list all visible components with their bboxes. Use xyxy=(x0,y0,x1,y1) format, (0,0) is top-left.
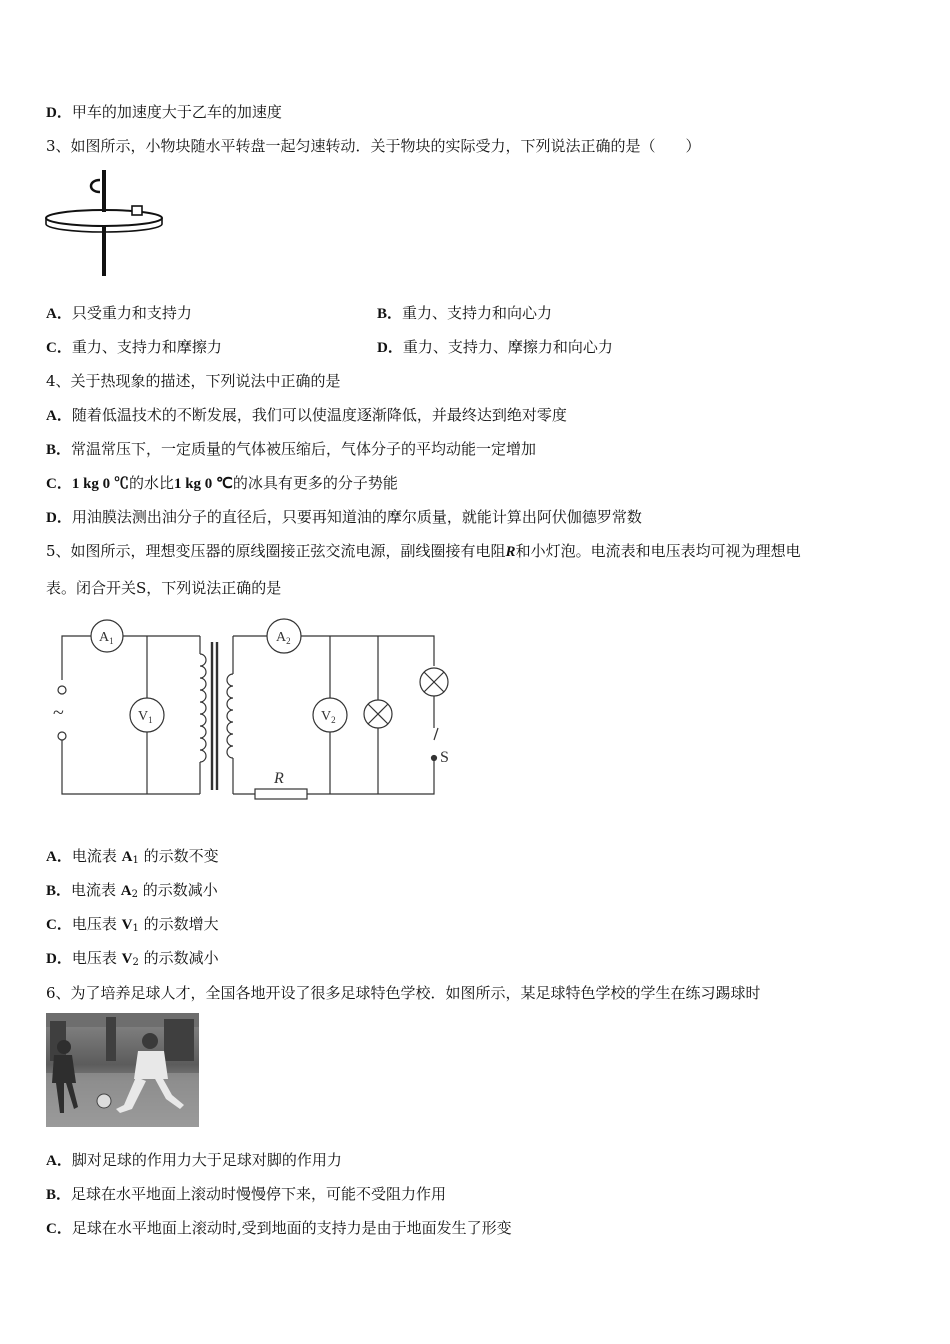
meter-subscript: 2 xyxy=(131,889,139,900)
option-label: B． xyxy=(46,883,72,899)
q5-stem-line2: 表。闭合开关S，下列说法正确的是 xyxy=(46,579,282,597)
option-label: B． xyxy=(46,1187,72,1203)
q4-stem: 4、关于热现象的描述，下列说法中正确的是 xyxy=(46,372,341,390)
option-label: D． xyxy=(46,105,72,121)
q5-stem-line1 xyxy=(46,541,801,562)
q4-option-a xyxy=(46,405,567,426)
option-label: D． xyxy=(46,510,72,526)
option-text: 电流表 xyxy=(71,881,121,899)
option-text: 电压表 xyxy=(71,949,122,967)
option-text: 的示数减小 xyxy=(138,949,219,967)
option-text: 用油膜法测出油分子的直径后，只要再知道油的摩尔质量，就能计算出阿伏伽德罗常数 xyxy=(71,508,642,526)
q4-option-d xyxy=(46,507,642,528)
resistor-label: R xyxy=(274,770,284,787)
option-label: C． xyxy=(46,917,72,933)
option-text: 足球在水平地面上滚动时慢慢停下来，可能不受阻力作用 xyxy=(71,1185,447,1203)
meter-symbol: A xyxy=(121,849,133,865)
soccer-photo xyxy=(46,1013,199,1127)
transformer-circuit xyxy=(50,618,460,804)
option-text: 常温常压下，一定质量的气体被压缩后，气体分子的平均动能一定增加 xyxy=(71,440,537,458)
option-label: C． xyxy=(46,1221,72,1237)
option-text: 脚对足球的作用力大于足球对脚的作用力 xyxy=(71,1151,342,1169)
option-label: A． xyxy=(46,849,72,865)
option-text: 的示数不变 xyxy=(138,847,219,865)
q3-option-c xyxy=(46,337,222,358)
option-text: 电压表 xyxy=(71,915,122,933)
option-text: 的水比 xyxy=(128,474,174,492)
option-text: 甲车的加速度大于乙车的加速度 xyxy=(71,103,282,121)
meter-subscript: 1 xyxy=(132,923,139,934)
q5-option-d xyxy=(46,948,219,969)
option-text: 重力、支持力和摩擦力 xyxy=(71,338,222,356)
resistor-symbol: R xyxy=(505,544,516,560)
option-label: A． xyxy=(46,1153,72,1169)
quantity-ice: 1 kg 0 ℃ xyxy=(173,476,233,492)
q4-option-c xyxy=(46,473,398,494)
option-label: C． xyxy=(46,476,72,492)
option-label: D． xyxy=(46,951,72,967)
switch-label: S xyxy=(440,749,449,766)
q5-option-a xyxy=(46,846,219,867)
ammeter-a2-label: $A_2$ xyxy=(276,630,291,646)
stem-text: 5、如图所示，理想变压器的原线圈接正弦交流电源，副线圈接有电阻 xyxy=(46,542,506,560)
option-label: C． xyxy=(46,340,72,356)
q6-stem: 6、为了培养足球人才，全国各地开设了很多足球特色学校．如图所示，某足球特色学校的学生在练习踢球时 xyxy=(46,984,761,1002)
q5-option-b xyxy=(46,880,218,901)
q5-option-c xyxy=(46,914,219,935)
turntable-figure xyxy=(44,168,168,278)
q4-option-b xyxy=(46,439,536,460)
option-label: A． xyxy=(46,306,72,322)
option-text: 的示数增大 xyxy=(138,915,219,933)
option-text: 重力、支持力、摩擦力和向心力 xyxy=(402,338,613,356)
option-label: B． xyxy=(46,442,72,458)
option-text: 的示数减小 xyxy=(138,881,218,899)
q2-option-d xyxy=(46,102,282,123)
stem-text: 和小灯泡。电流表和电压表均可视为理想电 xyxy=(515,542,801,560)
meter-symbol: V xyxy=(121,951,133,967)
meter-subscript: 2 xyxy=(132,957,139,968)
option-text: 随着低温技术的不断发展，我们可以使温度逐渐降低，并最终达到绝对零度 xyxy=(71,406,567,424)
ac-source-symbol: ~ xyxy=(53,702,64,724)
option-text: 足球在水平地面上滚动时,受到地面的支持力是由于地面发生了形变 xyxy=(71,1219,512,1237)
q6-option-b xyxy=(46,1184,446,1205)
q6-option-a xyxy=(46,1150,342,1171)
meter-symbol: A xyxy=(120,883,132,899)
option-text: 只受重力和支持力 xyxy=(71,304,192,322)
q3-option-d xyxy=(377,337,613,358)
ammeter-a1-label: $A_1$ xyxy=(99,630,114,646)
q3-stem: 3、如图所示，小物块随水平转盘一起匀速转动．关于物块的实际受力，下列说法正确的是（ ） xyxy=(46,137,701,155)
option-text: 重力、支持力和向心力 xyxy=(402,304,553,322)
q3-option-b xyxy=(377,303,552,324)
option-text: 的冰具有更多的分子势能 xyxy=(232,474,398,492)
option-label: B． xyxy=(377,306,403,322)
option-label: D． xyxy=(377,340,403,356)
option-label: A． xyxy=(46,408,72,424)
quantity-water: 1 kg 0 ℃ xyxy=(71,476,129,492)
q3-option-a xyxy=(46,303,192,324)
option-text: 电流表 xyxy=(71,847,122,865)
voltmeter-v1-label: $V_1$ xyxy=(138,709,153,725)
voltmeter-v2-label: $V_2$ xyxy=(321,709,336,725)
meter-symbol: V xyxy=(121,917,133,933)
q6-option-c xyxy=(46,1218,512,1239)
meter-subscript: 1 xyxy=(132,855,139,866)
